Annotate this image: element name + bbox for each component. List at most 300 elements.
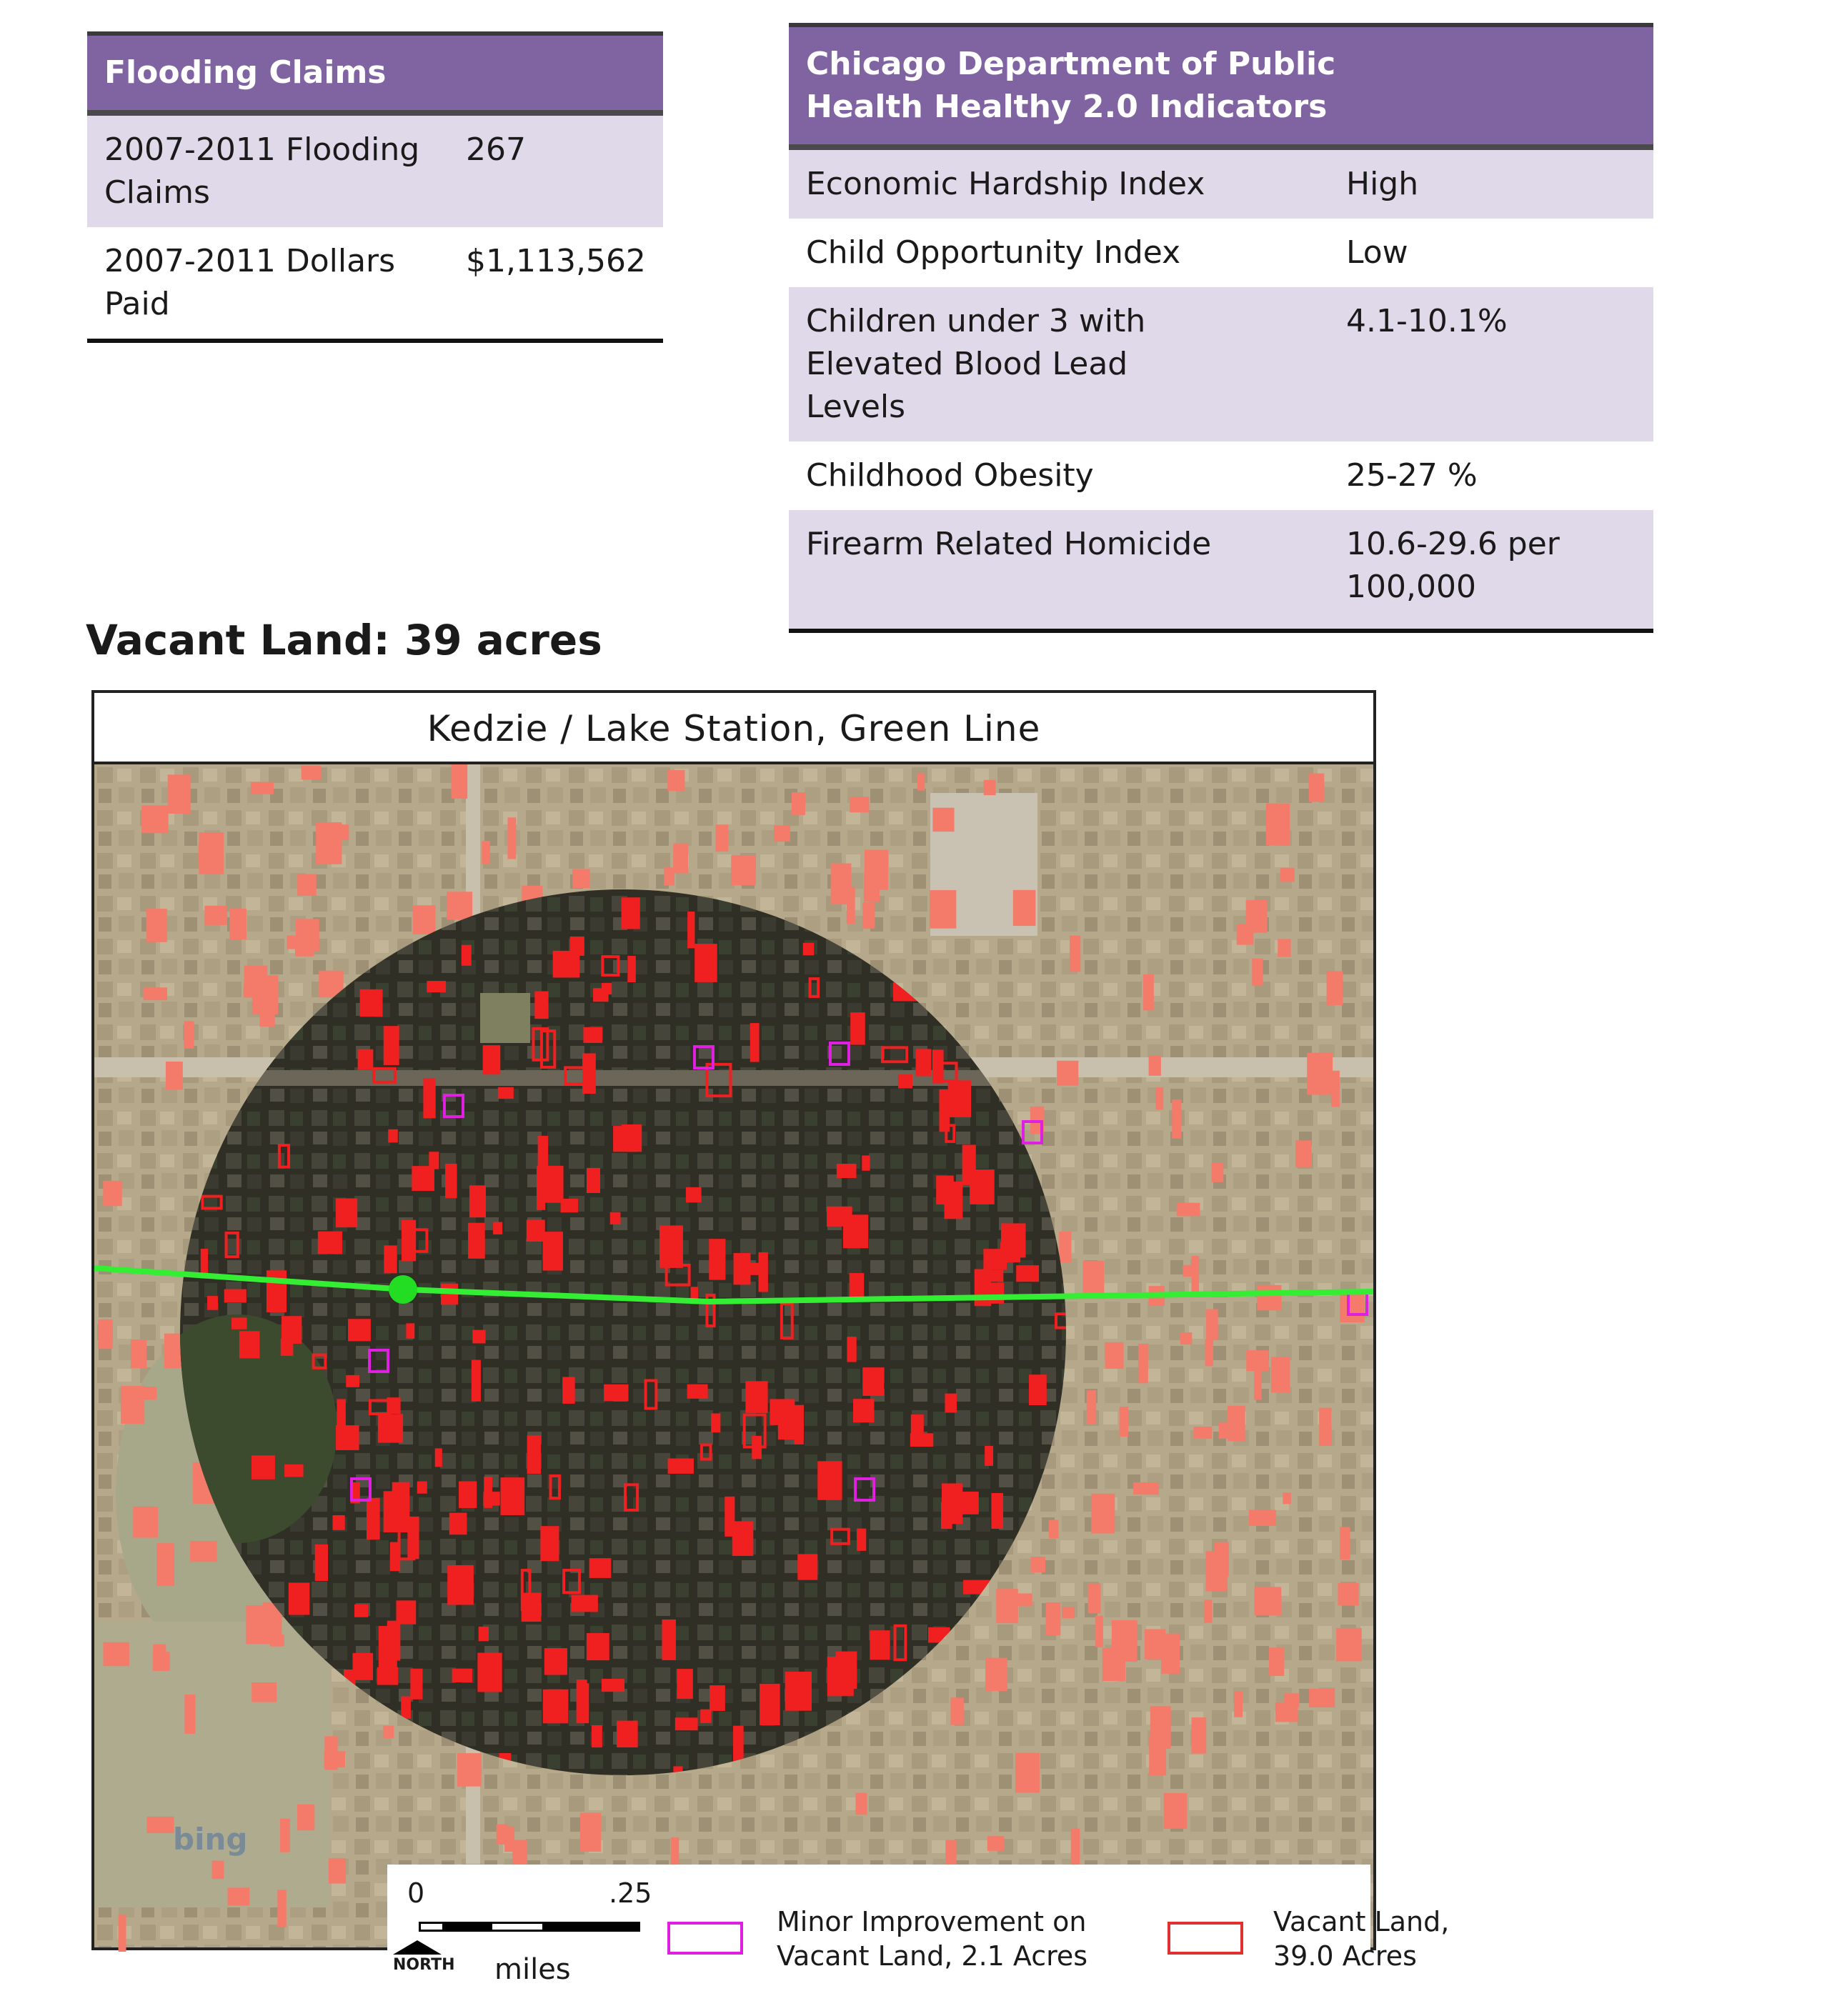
vacant-parcel [318,1232,342,1254]
vacant-parcel [204,906,226,925]
vacant-parcel [583,1027,602,1043]
vacant-parcel [1164,1793,1188,1829]
vacant-parcel [1257,1285,1281,1310]
vacant-parcel [996,1589,1018,1623]
bing-logo: bing [173,1822,248,1857]
vacant-parcel [774,825,790,842]
vacant-parcel [324,1751,346,1767]
vacant-parcel [141,805,168,833]
vacant-parcel [498,1087,514,1099]
vacant-parcel [687,912,695,948]
vacant-parcel [617,1721,638,1747]
vacant-parcel [1340,1527,1350,1560]
vacant-parcel [251,782,274,794]
vacant-parcel [379,1626,397,1668]
vacant-parcel [252,975,279,1014]
vacant-parcel [406,1323,414,1338]
vacant-parcel [1059,1232,1071,1262]
scale-units-label: miles [494,1953,571,1986]
row-label: Child Opportunity Index [806,234,1181,271]
vacant-parcel [785,1672,812,1711]
vacant-parcel [700,1710,711,1723]
vacant-parcel [745,1381,767,1413]
vacant-parcel [377,1667,398,1685]
vacant-parcel [190,1541,217,1562]
vacant-parcel [1070,936,1080,972]
vacant-parcel [715,824,728,851]
table-row [789,441,1653,510]
vacant-parcel [1145,1629,1165,1659]
vacant-parcel [837,1164,857,1178]
vacant-parcel [1271,1357,1290,1392]
vacant-parcel [984,780,996,795]
vacant-parcel [392,1482,410,1518]
vacant-parcel [1269,1647,1284,1676]
health-indicators-table [789,23,1653,633]
vacant-parcel [348,1319,371,1341]
vacant-parcel [353,1653,374,1680]
vacant-parcel [146,909,167,942]
vacant-parcel [1029,1374,1047,1405]
vacant-parcel [212,1861,224,1879]
vacant-parcel [1278,939,1290,957]
vacant-parcel [280,1819,290,1852]
vacant-parcel [166,1062,183,1089]
vacant-parcel [1057,1061,1078,1086]
vacant-parcel [1150,1706,1171,1749]
vacant-parcel [246,1605,271,1644]
vacant-parcel [1192,1717,1207,1754]
vacant-parcel [427,981,446,992]
vacant-parcel [853,1399,874,1422]
vacant-parcel [252,1682,277,1702]
vacant-parcel [945,1182,963,1219]
vacant-parcel [540,1526,559,1561]
vacant-parcel [329,1858,346,1883]
vacant-parcel [1307,1053,1333,1095]
vacant-parcel [482,841,490,864]
vacant-parcel [472,1360,481,1402]
vacant-parcel [941,1502,952,1529]
vacant-land-heading: Vacant Land: 39 acres [86,616,602,664]
vacant-parcel [144,987,167,1000]
vacant-parcel [447,892,472,919]
vacant-parcel [1083,1261,1105,1297]
vacant-parcel [1234,1691,1243,1717]
vacant-parcel [572,869,590,889]
table-row [87,227,663,339]
vacant-parcel [267,1270,287,1312]
vacant-parcel [622,897,640,929]
vacant-parcel [423,1078,435,1118]
vacant-parcel [560,1199,578,1212]
row-label: Children under 3 with Elevated Blood Lead Levels [806,303,1146,425]
vacant-parcel [1087,1390,1096,1424]
vacant-parcel [948,1080,972,1117]
row-value: Low [1346,234,1408,271]
vacant-parcel [384,1245,397,1273]
vacant-parcel [483,1045,501,1074]
vacant-parcel [469,1185,486,1217]
vacant-parcel [983,1249,1007,1269]
vacant-parcel [504,1827,514,1852]
vacant-parcel [687,1384,708,1399]
station-marker[interactable] [389,1275,417,1304]
vacant-parcel [412,1166,434,1191]
vacant-parcel [1112,1620,1137,1662]
vacant-parcel [367,1498,380,1540]
vacant-parcel [1219,1422,1228,1439]
vacant-parcel [932,1049,944,1083]
vacant-parcel [527,1219,545,1242]
vacant-parcel [862,1367,884,1396]
vacant-parcel [710,1685,725,1711]
vacant-parcel [1237,924,1254,945]
vacant-parcel [916,1049,932,1076]
vacant-parcel [855,1793,867,1815]
vacant-parcel [131,1339,146,1368]
vacant-parcel [1062,1607,1075,1618]
vacant-parcel [402,1220,416,1262]
vacant-parcel [336,1425,359,1450]
vacant-parcel [917,774,925,791]
vacant-parcel [1172,1099,1181,1139]
vacant-parcel [119,1915,126,1952]
vacant-parcel [602,983,612,994]
vacant-parcel [898,1074,912,1088]
vacant-parcel [659,1225,683,1267]
table-row [789,219,1653,287]
vacant-parcel [695,944,717,982]
vacant-parcel [435,1448,442,1467]
vacant-parcel [1095,1616,1103,1647]
vacant-parcel [156,1543,174,1586]
vacant-parcel [932,808,954,832]
vacant-parcel [760,1684,780,1725]
vacant-parcel [1049,1520,1059,1539]
vacant-parcel [358,1049,374,1070]
row-value: High [1346,166,1419,202]
vacant-parcel [184,1021,194,1048]
vacant-land-label: Vacant Land, 39.0 Acres [1273,1906,1450,1972]
vacant-parcel [534,992,548,1019]
vacant-parcel [1336,1628,1362,1662]
vacant-parcel [1254,1364,1261,1400]
vacant-parcel [168,774,191,814]
vacant-parcel [287,936,302,949]
vacant-parcel [137,1387,156,1399]
vacant-parcel [1149,1055,1161,1076]
vacant-parcel [604,1384,628,1402]
vacant-parcel [239,1331,260,1358]
vacant-parcel [360,989,383,1017]
row-value: 10.6-29.6 per 100,000 [1346,526,1560,605]
vacant-parcel [930,890,956,929]
vacant-parcel [452,764,468,799]
scale-start-label: 0 [407,1877,425,1909]
vacant-parcel [732,1521,754,1556]
vacant-parcel [1283,1492,1290,1504]
vacant-parcel [378,1414,403,1442]
vacant-land-swatch [1168,1922,1243,1955]
vacant-parcel [1016,1265,1039,1282]
vacant-parcel [252,1455,275,1479]
vacant-parcel [396,1600,416,1624]
row-value: 267 [466,131,526,168]
vacant-parcel [843,1214,868,1248]
map-legend [387,1865,1450,2016]
vacant-parcel [1338,1583,1358,1606]
north-label: NORTH [393,1956,455,1974]
vacant-parcel [571,1595,597,1612]
vacant-parcel [1327,971,1343,1005]
vacant-parcel [562,1377,574,1403]
row-value: 25-27 % [1346,457,1478,494]
vacant-parcel [346,1375,359,1387]
vacant-parcel [98,1319,112,1349]
map-title: Kedzie / Lake Station, Green Line [94,693,1373,764]
vacant-parcel [1071,1829,1080,1865]
vacant-parcel [1280,868,1295,882]
vacant-parcel [445,1164,457,1198]
vacant-parcel [673,844,688,874]
vacant-parcel [228,1887,250,1905]
north-arrow-icon [392,1939,443,1956]
flooding-claims-table [87,31,663,343]
vacant-parcel [133,1507,158,1538]
vacant-parcel [677,1669,693,1699]
map-figure [91,690,1450,1986]
vacant-parcel [493,1222,502,1234]
vacant-parcel [354,1605,368,1617]
vacant-parcel [1015,1753,1040,1793]
vacant-parcel [277,1890,286,1927]
vacant-parcel [522,1593,542,1622]
vacant-parcel [1319,1408,1331,1446]
vacant-parcel [1206,1551,1228,1591]
vacant-parcel [1309,1689,1335,1707]
vacant-parcel [857,1529,866,1551]
vacant-parcel [459,1481,477,1507]
vacant-parcel [1091,1494,1115,1534]
vacant-parcel [602,1679,624,1692]
vacant-parcel [544,1648,567,1675]
vacant-parcel [1088,1584,1101,1614]
vacant-parcel [1120,1407,1129,1437]
vacant-parcel [850,1012,865,1044]
vacant-parcel [750,1023,760,1062]
vacant-parcel [1138,1344,1148,1383]
minor-improvement-label: Minor Improvement on Vacant Land, 2.1 Acres [777,1906,1088,1972]
vacant-parcel [164,1344,173,1358]
vacant-parcel [1206,1309,1218,1340]
vacant-parcel [289,1582,310,1615]
vacant-parcel [103,1181,121,1206]
vacant-parcel [870,1630,890,1660]
vacant-parcel [792,792,805,815]
vacant-parcel [315,1545,328,1581]
track-field [480,993,530,1043]
vacant-parcel [297,874,317,896]
vacant-parcel [945,1394,957,1413]
vacant-parcel [1180,1332,1192,1344]
vacant-parcel [1177,1203,1200,1217]
vacant-parcel [1249,1509,1276,1526]
aerial-map [94,764,1373,1947]
vacant-parcel [686,1187,702,1202]
vacant-parcel [324,824,349,840]
vacant-parcel [668,1459,694,1474]
vacant-parcel [1266,804,1290,846]
vacant-parcel [147,1817,174,1833]
vacant-parcel [537,1166,563,1203]
vacant-parcel [417,1482,427,1494]
vacant-parcel [457,1753,482,1787]
vacant-parcel [284,1464,303,1477]
row-value: $1,113,562 [466,243,646,279]
vacant-parcel [675,1717,698,1730]
vacant-parcel [1143,974,1154,1010]
vacant-parcel [1252,959,1263,986]
vacant-parcel [297,1805,314,1830]
vacant-parcel [1255,1587,1282,1615]
vacant-parcel [232,1317,247,1329]
vacant-parcel [281,1339,294,1356]
vacant-parcel [1205,1339,1214,1366]
vacant-parcel [803,943,814,956]
vacant-parcel [1275,1702,1298,1722]
vacant-parcel [410,1669,422,1700]
vacant-parcel [184,1695,195,1734]
vacant-parcel [587,1168,600,1193]
vacant-parcel [850,797,869,812]
vacant-parcel [847,1337,856,1362]
vacant-parcel [985,1446,993,1466]
vacant-parcel [911,1414,924,1442]
vacant-parcel [592,1725,602,1747]
vacant-parcel [831,864,852,904]
vacant-parcel [991,1270,1003,1282]
vacant-parcel [477,1653,502,1692]
vacant-parcel [153,1645,166,1657]
vacant-parcel [622,1124,642,1152]
vacant-parcel [199,832,224,874]
vacant-parcel [501,1477,525,1515]
scale-end-label: .25 [609,1877,652,1909]
vacant-parcel [1340,1292,1364,1322]
vacant-parcel [543,1232,563,1270]
table-row [789,150,1653,219]
vacant-parcel [731,855,756,885]
vacant-parcel [384,1026,399,1065]
vacant-parcel [449,1513,467,1535]
row-label: 2007-2011 Dollars Paid [104,243,396,322]
vacant-parcel [1204,1600,1212,1622]
vacant-parcel [543,1690,569,1724]
vacant-parcel [1030,1557,1045,1572]
vacant-parcel [610,1212,621,1224]
vacant-parcel [1309,774,1325,802]
vacant-parcel [447,1565,474,1605]
row-value: 4.1-10.1% [1346,303,1508,339]
vacant-parcel [527,1435,542,1474]
table-row [87,116,663,227]
vacant-parcel [1228,1406,1245,1442]
vacant-parcel [580,1813,601,1852]
vacant-parcel [383,1725,394,1738]
vacant-parcel [865,850,888,890]
vacant-parcel [472,1330,485,1344]
row-label: Firearm Related Homicide [806,526,1212,562]
vacant-parcel [950,1697,963,1725]
vacant-parcel [336,1198,357,1227]
vacant-parcel [987,1836,1005,1851]
vacant-parcel [1133,1482,1159,1494]
vacant-parcel [836,1652,857,1689]
vacant-parcel [1045,1602,1060,1635]
vacant-parcel [627,956,636,982]
table-row [789,287,1653,441]
vacant-parcel [862,1155,870,1170]
vacant-parcel [1295,1140,1311,1167]
health-table-title: Chicago Department of Public Health Healthy 2.0 Indicators [789,27,1653,150]
vacant-parcel [413,905,436,934]
vacant-parcel [333,1515,345,1530]
vacant-parcel [1013,890,1036,926]
vacant-parcel [975,1269,991,1307]
vacant-parcel [862,902,875,929]
vacant-parcel [207,1296,218,1310]
vacant-parcel [1211,1163,1223,1182]
vacant-parcel [388,1129,398,1143]
vacant-parcel [667,770,685,791]
vacant-parcel [734,1253,751,1284]
vacant-parcel [797,1554,817,1580]
vacant-parcel [103,1642,129,1666]
vacant-parcel [664,867,674,885]
vacant-parcel [662,1620,675,1660]
flooding-table-title: Flooding Claims [87,36,663,116]
vacant-parcel [553,951,580,978]
vacant-parcel [991,1493,1003,1529]
map-canvas[interactable] [94,764,1450,1986]
vacant-parcel [1105,1342,1124,1369]
vacant-parcel [985,1658,1007,1691]
vacant-parcel [671,1837,679,1868]
table-row [789,510,1653,629]
vacant-parcel [577,1683,589,1723]
vacant-parcel [587,1633,609,1660]
vacant-parcel [711,1413,720,1432]
vacant-parcel [462,945,472,966]
vacant-parcel [483,1492,499,1505]
vacant-parcel [1193,1427,1212,1439]
vacant-parcel [778,1405,804,1439]
vacant-parcel [962,1144,976,1184]
vacant-parcel [479,1627,489,1641]
scale-bar [419,1922,640,1932]
vacant-parcel [589,1558,612,1578]
vacant-parcel [507,817,516,859]
row-label: Economic Hardship Index [806,166,1205,202]
vacant-parcel [229,909,247,939]
vacant-parcel [468,1223,485,1259]
vacant-parcel [270,1635,284,1647]
vacant-parcel [401,1697,411,1719]
vacant-parcel [452,1669,472,1682]
vacant-parcel [709,1239,725,1279]
vacant-parcel [1156,1087,1164,1109]
